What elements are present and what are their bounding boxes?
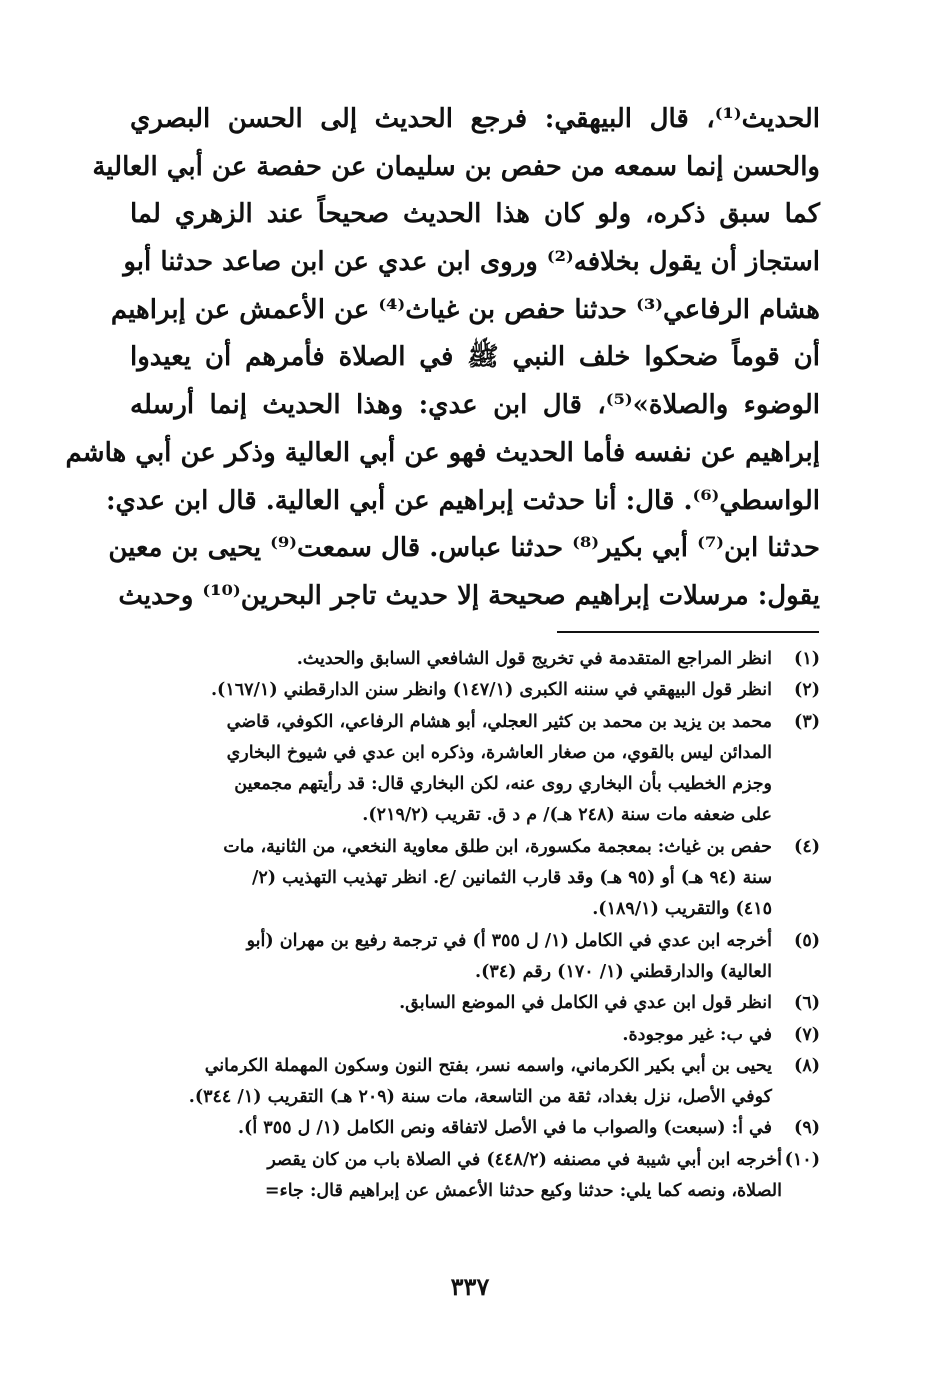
footnote-line: ٤١٥) والتقريب (١٨٩/١). — [592, 899, 772, 920]
footnote-body — [130, 675, 772, 706]
footnote-10 — [130, 1145, 820, 1208]
footnote-line: كوفي الأصل، نزل بغداد، ثقة من التاسعة، مات سنة (٢٠٩ هـ) التقريب (١/ ٣٤٤). — [188, 1087, 772, 1108]
footnote-line: العالية) والدارقطني (١/ ١٧٠) رقم (٣٤). — [475, 961, 772, 982]
footnote-line: في أ: (سبعت) والصواب ما في الأصل لاتفاقه ونص الكامل (١/ ل ٣٥٥ أ). — [237, 1118, 772, 1139]
footnote-7 — [130, 1020, 820, 1051]
footnote-line: سنة (٩٤ هـ) أو (٩٥ هـ) وقد قارب الثمانين /ع. انظر تهذيب التهذيب (٢/ — [251, 868, 772, 889]
footnote-line: في ب: غير موجودة. — [622, 1024, 772, 1045]
footnote-body — [130, 832, 772, 926]
footnote-line: انظر المراجع المتقدمة في تخريج قول الشافعي السابق والحديث. — [296, 649, 772, 669]
main-text-line: والحسن إنما سمعه من حفص بن سليمان عن حفصة عن أبي العالية — [92, 151, 820, 182]
footnote-number: (٦) — [794, 993, 820, 1014]
main-text-line: أن قوماً ضحكوا خلف النبي ﷺ في الصلاة فأمرهم أن يعيدوا — [130, 342, 820, 373]
footnote-line: انظر قول ابن عدي في الكامل في الموضع السابق. — [399, 993, 772, 1014]
footnote-line: على ضعفه مات سنة (٢٤٨ هـ)/ م د ق. تقريب (٢١٩/٢). — [362, 805, 772, 826]
footnote-body — [130, 707, 772, 832]
footnote-line: يحيى بن أبي بكير الكرماني، واسمه نسر، بفتح النون وسكون المهملة الكرماني — [204, 1055, 772, 1076]
footnote-number: (٧) — [794, 1024, 820, 1045]
footnote-body — [130, 1051, 772, 1114]
footnote-line: أخرجه ابن عدي في الكامل (١/ ل ٣٥٥ أ) في ترجمة رفيع بن مهران (أبو — [246, 930, 772, 951]
main-text-line: استجاز أن يقول بخلافه⁽²⁾ وروى ابن عدي عن ابن صاعد حدثنا أبو — [123, 247, 820, 278]
main-text-line: كما سبق ذكره، ولو كان هذا الحديث صحيحاً عند الزهري لما — [130, 199, 820, 230]
footnote-line: حفص بن غياث: بمعجمة مكسورة، ابن طلق معاوية النخعي، من الثانية، مات — [223, 836, 772, 857]
main-text-line: إبراهيم عن نفسه فأما الحديث فهو عن أبي العالية وذكر عن أبي هاشم — [65, 437, 820, 468]
main-text-line: يقول: مرسلات إبراهيم صحيحة إلا حديث تاجر البحرين⁽¹⁰⁾ وحديث — [118, 580, 820, 611]
footnote-body — [130, 926, 772, 989]
footnote-9 — [130, 1113, 820, 1144]
footnote-line: محمد بن يزيد بن محمد بن كثير العجلي، أبو هشام الرفاعي، الكوفي، قاضي — [226, 711, 772, 732]
footnote-3 — [130, 707, 820, 832]
footnote-number: (١٠) — [784, 1149, 820, 1170]
footnote-line: أخرجه ابن أبي شيبة في مصنفه (٤٤٨/٢) في الصلاة باب من كان يقصر — [267, 1149, 782, 1170]
main-text-line: الواسطي⁽⁶⁾. قال: أنا حدثت إبراهيم عن أبي العالية. قال ابن عدي: — [105, 485, 820, 516]
main-text-line: الوضوء والصلاة»⁽⁵⁾، قال ابن عدي: وهذا الحديث إنما أرسله — [130, 390, 820, 421]
footnote-2 — [130, 675, 820, 706]
footnote-body — [130, 1145, 782, 1208]
footnote-5 — [130, 926, 820, 989]
footnote-line: الصلاة، ونصه كما يلي: حدثنا وكيع حدثنا الأعمش عن إبراهيم قال: جاء= — [264, 1181, 782, 1202]
footnote-1 — [130, 644, 820, 675]
footnote-line: المدائن ليس بالقوي، من صغار العاشرة، وذكره ابن عدي في شيوخ البخاري — [226, 742, 772, 763]
footnote-6 — [130, 988, 820, 1019]
footnote-number: (٣) — [794, 711, 820, 732]
main-text-line: هشام الرفاعي⁽³⁾ حدثنا حفص بن غياث⁽⁴⁾ عن الأعمش عن إبراهيم — [110, 294, 820, 325]
footnote-body — [130, 988, 772, 1019]
footnote-body — [130, 1020, 772, 1051]
footnote-number: (٤) — [794, 836, 820, 857]
main-text-line: حدثنا ابن⁽⁷⁾ أبي بكير⁽⁸⁾ حدثنا عباس. قال سمعت⁽⁹⁾ يحيى بن معين — [108, 533, 820, 564]
footnotes-section — [130, 644, 820, 1207]
footnote-line: انظر قول البيهقي في سننه الكبرى (١٤٧/١) وانظر سنن الدارقطني (١٦٧/١). — [210, 680, 772, 701]
footnote-number: (٨) — [794, 1055, 820, 1076]
footnote-number: (١) — [794, 649, 820, 669]
footnote-body — [130, 1113, 772, 1144]
footnote-8 — [130, 1051, 820, 1114]
footnote-number: (٢) — [794, 680, 820, 701]
main-text-body — [65, 96, 820, 621]
footnote-divider — [557, 631, 819, 633]
page-number: ٣٣٧ — [450, 1272, 490, 1301]
footnote-line: وجزم الخطيب بأن البخاري روى عنه، لكن البخاري قال: قد رأيتهم مجمعين — [234, 774, 772, 795]
footnote-number: (٥) — [794, 930, 820, 951]
main-text-line: الحديث⁽¹⁾، قال البيهقي: فرجع الحديث إلى الحسن البصري — [130, 104, 820, 134]
footnote-number: (٩) — [794, 1118, 820, 1139]
footnote-4 — [130, 832, 820, 926]
footnote-body — [130, 644, 772, 675]
